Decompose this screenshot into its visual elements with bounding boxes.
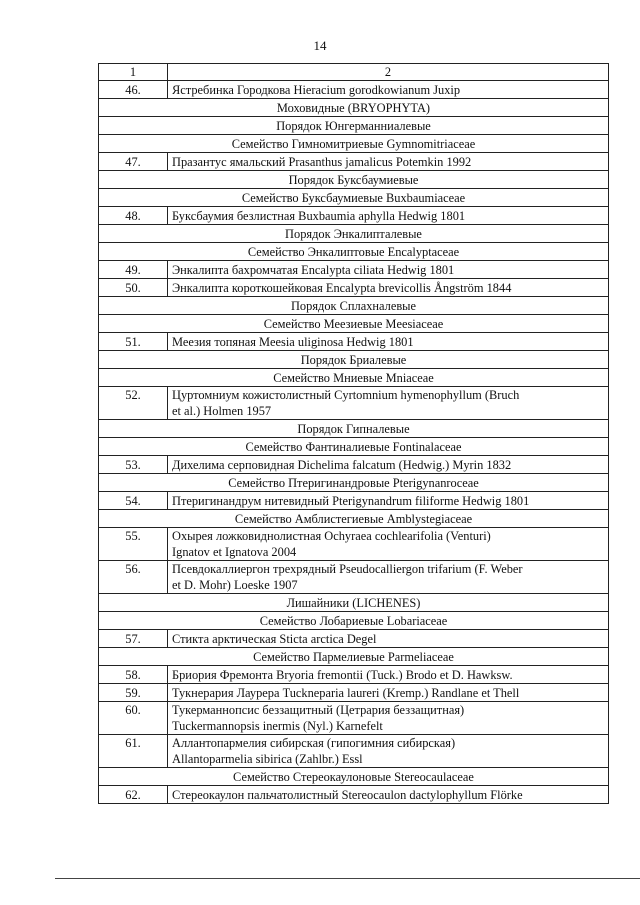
species-row: [99, 735, 609, 768]
taxon-heading-row: [99, 369, 609, 387]
species-name-line: Tuckermannopsis inermis (Nyl.) Karnefelt: [172, 719, 383, 733]
species-name-line: Ignatov et Ignatova 2004: [172, 545, 297, 559]
taxon-heading: Моховидные (BRYOPHYTA): [99, 99, 609, 117]
taxon-heading: Семейство Мниевые Mniaceae: [99, 369, 609, 387]
species-name-line: et D. Mohr) Loeske 1907: [172, 578, 298, 592]
species-name: [168, 528, 609, 561]
species-name: Энкалипта бахромчатая Encalypta ciliata Hedwig 1801: [168, 261, 609, 279]
taxon-heading: Порядок Юнгерманниалевые: [99, 117, 609, 135]
species-name: Птеригинандрум нитевидный Pterigynandrum filiforme Hedwig 1801: [168, 492, 609, 510]
taxon-heading: Семейство Буксбаумиевые Buxbaumiaceae: [99, 189, 609, 207]
taxon-heading-row: [99, 438, 609, 456]
species-name-line: Allantoparmelia sibirica (Zahlbr.) Essl: [172, 752, 363, 766]
species-row: [99, 261, 609, 279]
species-name: [168, 735, 609, 768]
taxon-heading: Лишайники (LICHENES): [99, 594, 609, 612]
taxon-heading-row: [99, 171, 609, 189]
species-row: [99, 666, 609, 684]
species-row: [99, 387, 609, 420]
taxon-heading-row: [99, 474, 609, 492]
taxon-heading-row: [99, 243, 609, 261]
taxon-heading-row: [99, 189, 609, 207]
species-number: 56.: [99, 561, 168, 594]
species-row: [99, 207, 609, 225]
species-row: [99, 684, 609, 702]
species-row: [99, 456, 609, 474]
species-number: 62.: [99, 786, 168, 804]
species-name-line: Псевдокаллиергон трехрядный Pseudocalliergon trifarium (F. Weber: [172, 562, 523, 576]
species-row: [99, 279, 609, 297]
taxon-heading-row: [99, 99, 609, 117]
taxon-heading: Семейство Энкалиптовые Encalyptaceae: [99, 243, 609, 261]
taxon-heading: Семейство Меезиевые Meesiaceae: [99, 315, 609, 333]
species-name: Празантус ямальский Prasanthus jamalicus Potemkin 1992: [168, 153, 609, 171]
taxon-heading-row: [99, 510, 609, 528]
species-row: [99, 630, 609, 648]
taxon-heading: Семейство Амблистегиевые Amblystegiaceae: [99, 510, 609, 528]
species-number: 59.: [99, 684, 168, 702]
taxon-heading: Семейство Фантиналиевые Fontinalaceae: [99, 438, 609, 456]
taxon-heading-row: [99, 594, 609, 612]
species-number: 61.: [99, 735, 168, 768]
species-row: [99, 786, 609, 804]
species-name: Энкалипта короткошейковая Encalypta brevicollis Ångström 1844: [168, 279, 609, 297]
species-name: Буксбаумия безлистная Buxbaumia aphylla Hedwig 1801: [168, 207, 609, 225]
taxon-heading-row: [99, 351, 609, 369]
species-name: Бриория Фремонта Bryoria fremontii (Tuck.) Brodo et D. Hawksw.: [168, 666, 609, 684]
taxon-heading-row: [99, 225, 609, 243]
taxon-heading: Порядок Бриалевые: [99, 351, 609, 369]
species-number: 60.: [99, 702, 168, 735]
species-name-line: Охырея ложковиднолистная Ochyraea cochlearifolia (Venturi): [172, 529, 491, 543]
taxon-heading-row: [99, 117, 609, 135]
species-number: 48.: [99, 207, 168, 225]
species-number: 47.: [99, 153, 168, 171]
species-name: [168, 387, 609, 420]
species-name-line: Аллантопармелия сибирская (гипогимния сибирская): [172, 736, 456, 750]
species-name: Тукнерария Лаурера Tucknераria laureri (Kremp.) Randlane et Thell: [168, 684, 609, 702]
species-name-line: et al.) Holmen 1957: [172, 404, 272, 418]
header-col-2: 2: [168, 64, 609, 81]
page-number: 14: [313, 38, 327, 53]
species-row: [99, 702, 609, 735]
page-bottom-rule: [55, 878, 640, 879]
header-col-1: 1: [99, 64, 168, 81]
species-row: [99, 492, 609, 510]
species-name: Стереокаулон пальчатолистный Stereocaulon dactylophyllum Flörke: [168, 786, 609, 804]
taxon-heading-row: [99, 612, 609, 630]
species-name-line: Цуртомниум кожистолистный Cyrtomnium hymenophyllum (Bruch: [172, 388, 520, 402]
taxon-heading: Семейство Гимномитриевые Gymnomitriaceae: [99, 135, 609, 153]
species-number: 52.: [99, 387, 168, 420]
species-number: 53.: [99, 456, 168, 474]
species-name: Ястребинка Городкова Hieracium gorodkowianum Juxip: [168, 81, 609, 99]
species-name: [168, 561, 609, 594]
species-number: 46.: [99, 81, 168, 99]
species-name-line: Тукерманнопсис беззащитный (Цетрария беззащитная): [172, 703, 465, 717]
taxon-heading-row: [99, 135, 609, 153]
species-name: [168, 702, 609, 735]
species-name: Меезия топяная Meesia uliginosa Hedwig 1801: [168, 333, 609, 351]
taxon-heading-row: [99, 420, 609, 438]
taxon-heading-row: [99, 315, 609, 333]
species-table: [98, 63, 609, 804]
species-row: [99, 333, 609, 351]
species-number: 49.: [99, 261, 168, 279]
taxon-heading: Порядок Гипналевые: [99, 420, 609, 438]
species-name: Дихелима серповидная Dichelima falcatum (Hedwig.) Myrin 1832: [168, 456, 609, 474]
taxon-heading: Порядок Буксбаумиевые: [99, 171, 609, 189]
species-row: [99, 528, 609, 561]
species-row: [99, 81, 609, 99]
taxon-heading-row: [99, 768, 609, 786]
taxon-heading-row: [99, 648, 609, 666]
species-name: Стикта арктическая Sticta arctica Degel: [168, 630, 609, 648]
taxon-heading: Семейство Птеригинандровые Pterigynanroceae: [99, 474, 609, 492]
species-row: [99, 153, 609, 171]
species-row: [99, 561, 609, 594]
species-number: 57.: [99, 630, 168, 648]
species-number: 58.: [99, 666, 168, 684]
taxon-heading-row: [99, 297, 609, 315]
taxon-heading: Семейство Стереокаулоновые Stereocaulaceae: [99, 768, 609, 786]
taxon-heading: Порядок Сплахналевые: [99, 297, 609, 315]
species-number: 50.: [99, 279, 168, 297]
species-number: 54.: [99, 492, 168, 510]
taxon-heading: Порядок Энкалипталевые: [99, 225, 609, 243]
taxon-heading: Семейство Лобариевые Lobariaceae: [99, 612, 609, 630]
taxon-heading: Семейство Пармелиевые Parmeliaceae: [99, 648, 609, 666]
species-number: 51.: [99, 333, 168, 351]
species-number: 55.: [99, 528, 168, 561]
table-header-row: [99, 64, 609, 81]
